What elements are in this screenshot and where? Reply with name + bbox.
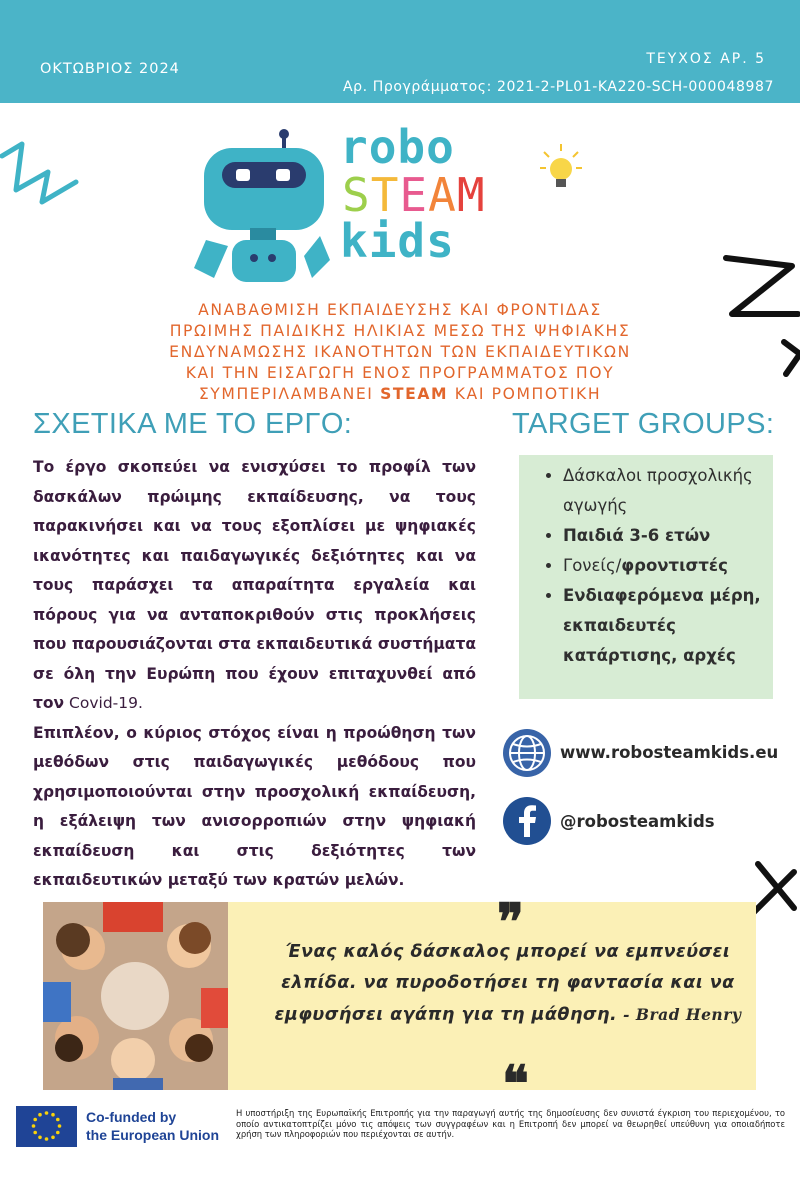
logo-letter: M (456, 168, 486, 222)
about-paragraph (33, 719, 476, 896)
steam-highlight: STEAM (380, 385, 449, 403)
logo-word-robo: robo (340, 120, 455, 174)
list-item-text: φροντιστές (621, 556, 728, 575)
list-item (563, 551, 761, 581)
logo-word-kids: kids (340, 214, 455, 268)
list-item-text: Ενδιαφερόμενα μέρη, εκπαιδευτές κατάρτισης, αρχές (563, 586, 761, 665)
subtitle-text: ΣΥΜΠΕΡΙΛΑΜΒΑΝΕΙ (198, 385, 381, 403)
target-groups-box (519, 455, 773, 699)
quote-open-icon: ❞ (497, 892, 524, 951)
children-photo (43, 902, 228, 1090)
facebook-handle-link[interactable]: @robosteamkids (560, 812, 715, 831)
about-text: χρησιμοποιούνται στην προσχολική εκπαίδευση, η εξάλειψη των ανισορροπιών στην ψηφιακή εκπαίδευση και στις δεξιότητες των εκπαιδευτικών μεταξύ των κρατών μελών. (33, 782, 476, 889)
disclaimer-text: Η υποστήριξη της Ευρωπαϊκής Επιτροπής για την παραγωγή αυτής της δημοσίευσης δεν συνιστά έγκριση του περιεχομένου, το οποίο αντικατοπτρίζει μόνο τις απόψεις των συγγραφέων και η Επιτροπή δεν μπορεί να θεωρηθεί υπεύθυνη για οποιαδήποτε χρήση των πληροφοριών που περιέχονται σε αυτήν. (236, 1108, 785, 1139)
list-item (563, 521, 761, 551)
subtitle-text: ΚΑΙ ΡΟΜΠΟΤΙΚΗ (448, 385, 602, 403)
list-item-text: Δάσκαλοι προσχολικής αγωγής (563, 466, 753, 515)
list-item (563, 581, 761, 671)
website-link[interactable]: www.robosteamkids.eu (560, 743, 779, 762)
list-item-text: Παιδιά 3-6 ετών (563, 526, 711, 545)
issue-number: ΤΕΥΧΟΣ ΑΡ. 5 (646, 51, 766, 67)
logo-letter: E (399, 168, 429, 222)
about-heading: ΣΧΕΤΙΚΑ ΜΕ ΤΟ ΕΡΓΟ: (33, 408, 353, 440)
subtitle-line: ΕΝΔΥΝΑΜΩΣΗΣ ΙΚΑΝΟΤΗΤΩΝ ΤΩΝ ΕΚΠΑΙΔΕΥΤΙΚΩΝ (169, 343, 631, 361)
robot-mascot-icon (192, 128, 337, 288)
program-number: Αρ. Προγράμματος: 2021-2-PL01-KA220-SCH-000048987 (342, 79, 774, 95)
globe-icon[interactable] (503, 729, 551, 777)
list-item-text: Γονείς/ (563, 556, 622, 575)
subtitle-line: ΚΑΙ ΤΗΝ ΕΙΣΑΓΩΓΗ ΕΝΟΣ ΠΡΟΓΡΑΜΜΑΤΟΣ ΠΟΥ (185, 364, 615, 382)
robosteamkids-logo (192, 120, 592, 288)
facebook-icon[interactable] (503, 797, 551, 845)
subtitle-line: ΑΝΑΒΑΘΜΙΣΗ ΕΚΠΑΙΔΕΥΣΗΣ ΚΑΙ ΦΡΟΝΤΙΔΑΣ (198, 301, 602, 319)
quote-author: - Brad Henry (617, 1005, 742, 1024)
about-body (33, 453, 476, 896)
list-item (563, 461, 761, 521)
logo-letter: T (370, 168, 400, 222)
eu-flag-icon (16, 1106, 77, 1147)
subtitle-line (120, 384, 680, 405)
eu-cofunded-label (86, 1108, 219, 1144)
quote-body: Ένας καλός δάσκαλος μπορεί να εμπνεύσει ελπίδα. να πυροδοτήσει τη φαντασία και να εμφυσήσει αγάπη για τη μάθηση. (274, 942, 735, 1025)
project-subtitle (120, 300, 680, 405)
about-text-bold: Το έργο σκοπεύει να ενισχύσει το προφίλ των δασκάλων πρώιμης εκπαίδευσης, να τους παρακινήσει και να τους εξοπλίσει με ψηφιακές ικανότητες και παιδαγωγικές δεξιότητες και να τους παράσχει τα απαραίτητα εργαλεία και πόρους για να ανταποκριθούν στις προκλήσεις που παρουσιάζονται στα εκπαιδευτικά συστήματα σε όλη την Ευρώπη που έχουν επιταχυνθεί από τον (33, 458, 476, 712)
about-text-bold: Επιπλέον, ο κύριος στόχος είναι η προώθηση των μεθόδων στις παιδαγωγικές μεθόδους που (33, 723, 476, 771)
eu-label-line: the European Union (86, 1127, 219, 1143)
subtitle-line: ΠΡΩΙΜΗΣ ΠΑΙΔΙΚΗΣ ΗΛΙΚΙΑΣ ΜΕΣΩ ΤΗΣ ΨΗΦΙΑΚΗΣ (169, 322, 631, 340)
black-zigzag-deco-icon (722, 250, 800, 380)
eu-label-line: Co-funded by (86, 1109, 177, 1125)
target-groups-heading: TARGET GROUPS: (512, 408, 775, 440)
logo-letter: S (342, 168, 371, 222)
about-text: Covid-19. (64, 694, 143, 712)
quote-text (268, 937, 748, 1031)
lightbulb-icon (538, 142, 584, 194)
logo-letter: A (428, 168, 457, 222)
about-paragraph (33, 453, 476, 719)
issue-date: ΟΚΤΩΒΡΙΟΣ 2024 (40, 61, 180, 77)
target-groups-list (519, 455, 773, 671)
zigzag-deco-icon (0, 138, 80, 208)
quote-close-icon: ❝ (502, 1054, 529, 1113)
